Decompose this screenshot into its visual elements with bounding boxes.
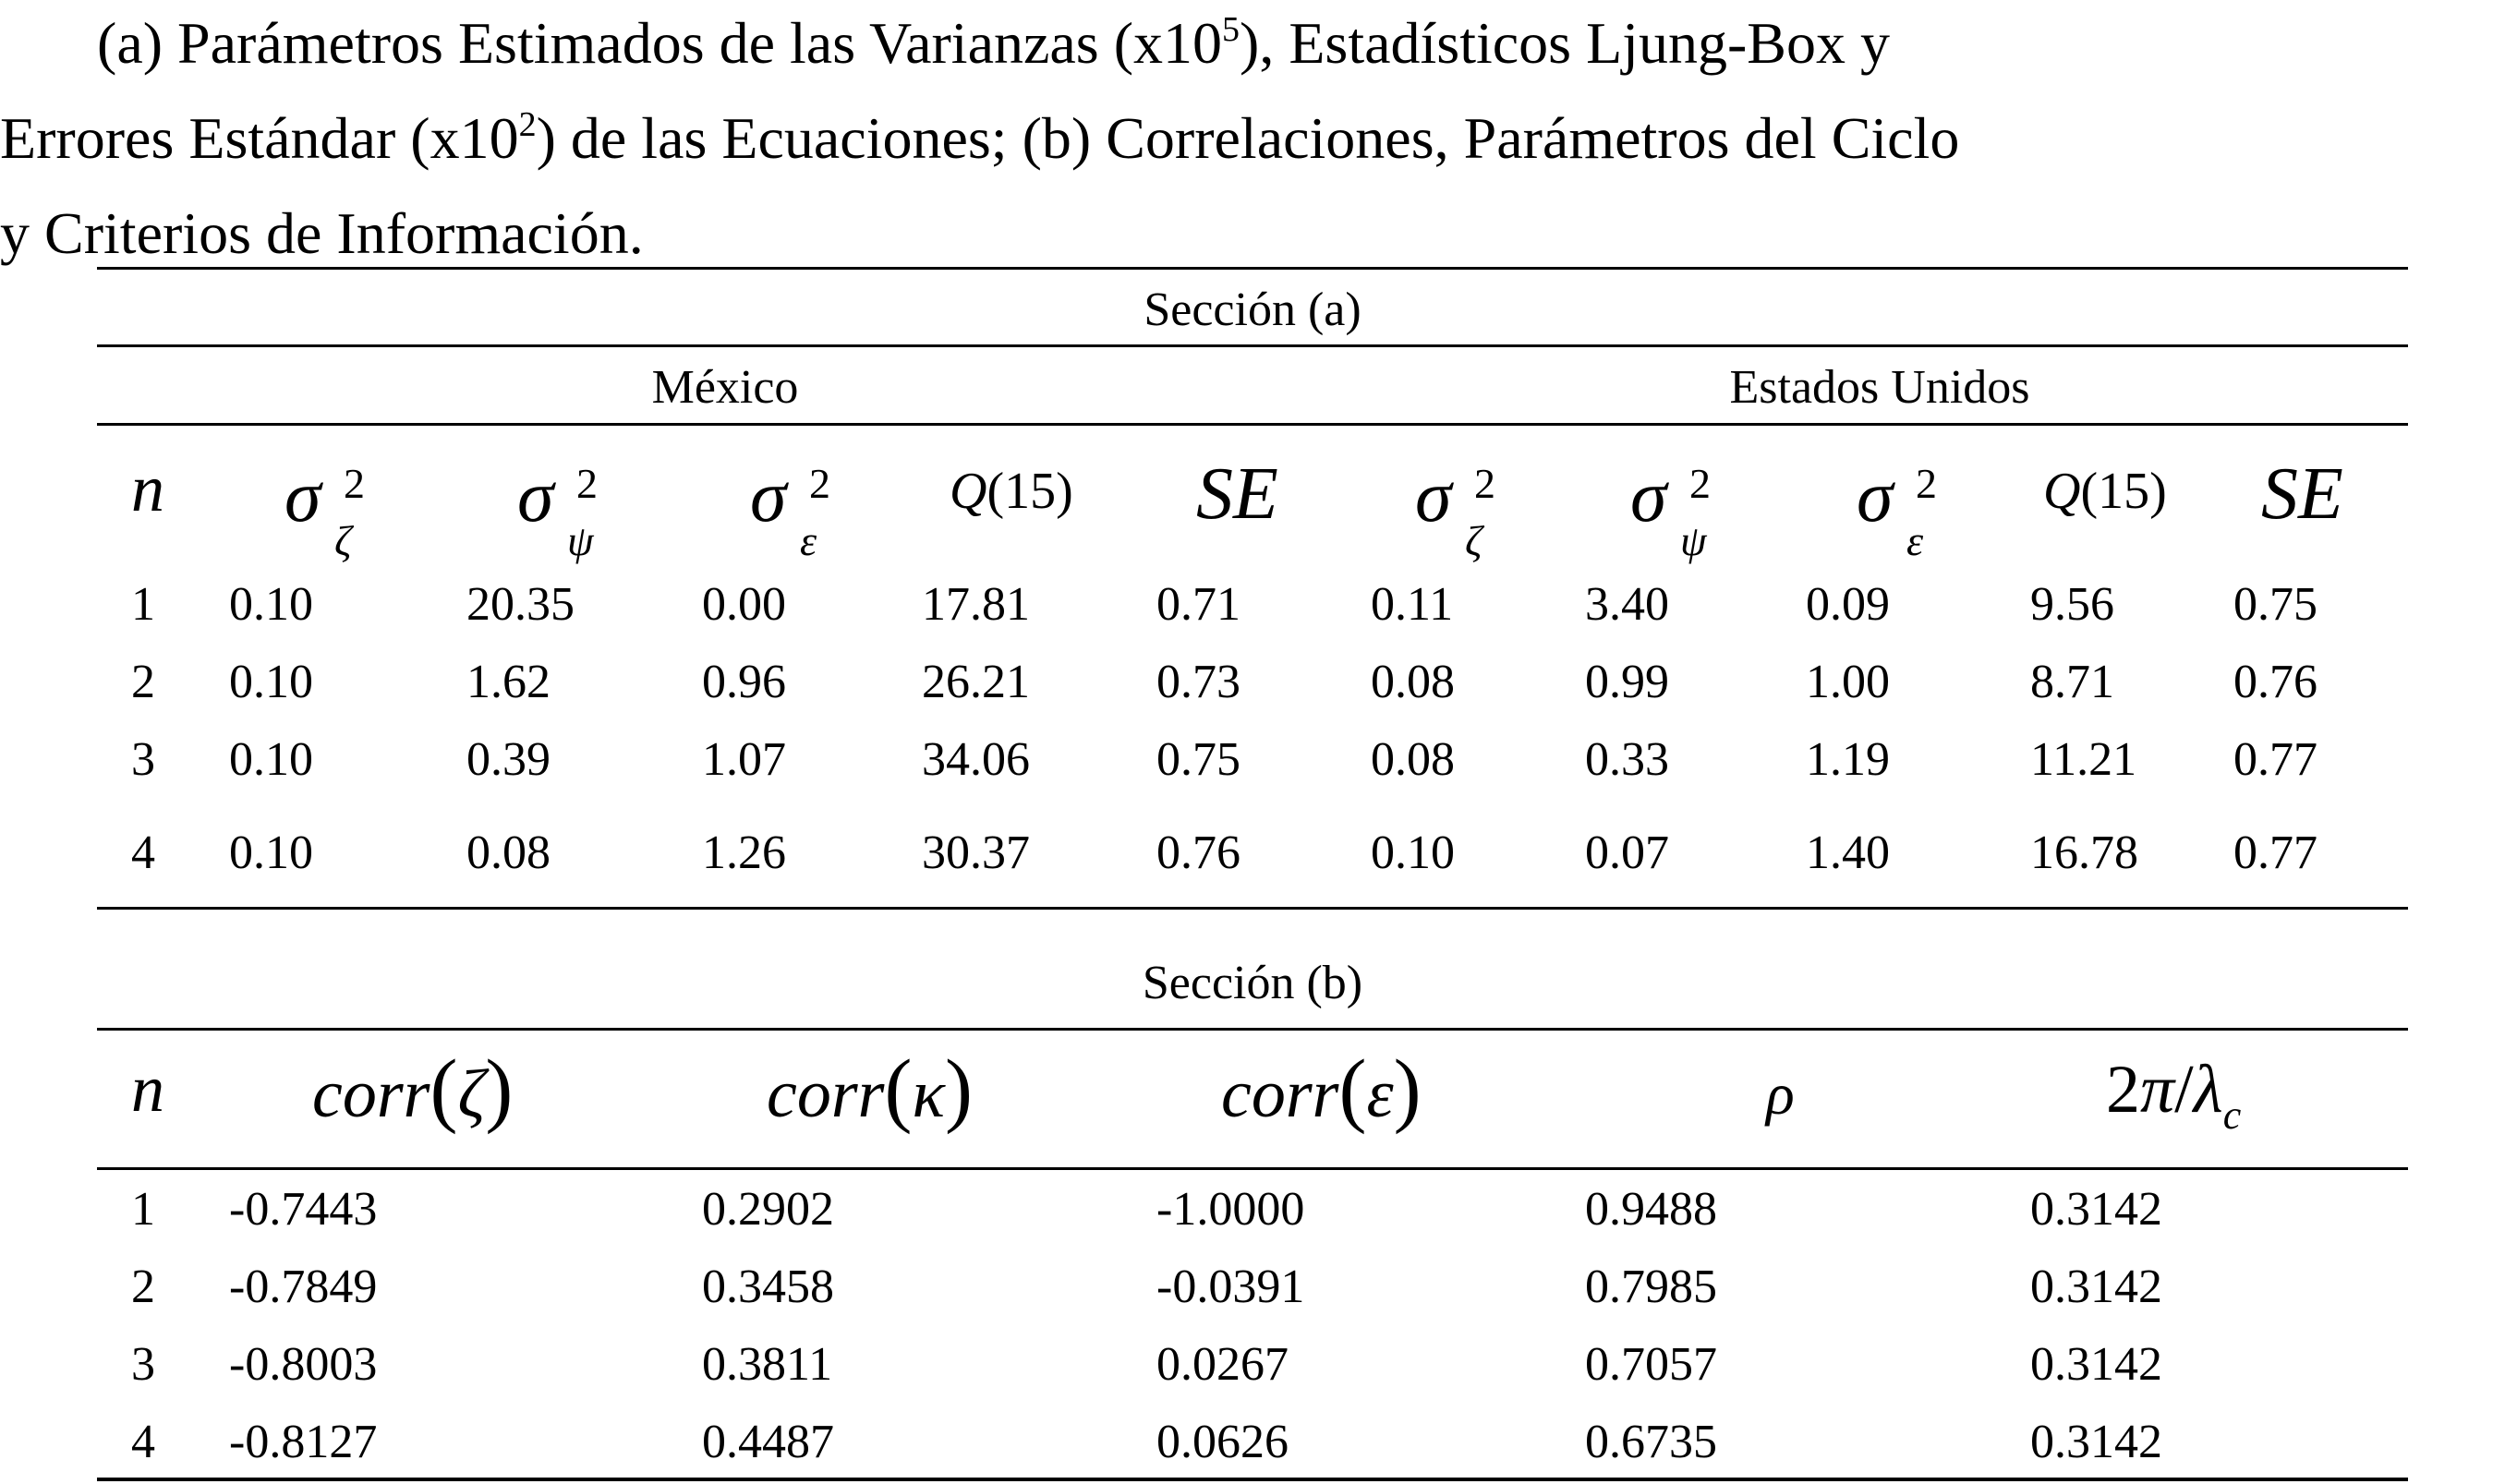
caption-line-3: y Criterios de Información. <box>0 200 644 266</box>
header-q15-us: Q(15) <box>2043 463 2167 520</box>
cell-a-sigma-eps-us: 1.00 <box>1806 656 1890 708</box>
header-sigma-zeta-us: σ 2 ζ <box>1415 456 1495 564</box>
cell-a-sigma-zeta-mx: 0.10 <box>229 656 313 708</box>
header-sigma-zeta-mx: σ 2 ζ <box>284 456 365 564</box>
cell-a-se-us: 0.75 <box>2233 578 2317 631</box>
cell-b-n: 1 <box>131 1183 155 1236</box>
cell-a-q15-us: 8.71 <box>2030 656 2114 708</box>
group-label-estados-unidos: Estados Unidos <box>1729 361 2030 414</box>
cell-a-sigma-psi-mx: 1.62 <box>466 656 551 708</box>
cell-a-sigma-psi-us: 3.40 <box>1585 578 1669 631</box>
cell-b-rho: 0.6735 <box>1585 1416 1717 1468</box>
table-caption <box>0 0 2505 276</box>
cell-b-n: 2 <box>131 1261 155 1313</box>
caption-line-2: Errores Estándar $(x10^2)$ de las Ecuaciones; (b) Correlaciones, Parámetros del Ciclo <box>0 105 1960 171</box>
section-a-title: Sección (a) <box>1144 284 1361 336</box>
cell-a-n: 4 <box>131 826 155 879</box>
rule-below-section-b-headers <box>97 1167 2408 1170</box>
cell-a-se-mx: 0.73 <box>1156 656 1240 708</box>
cell-a-sigma-zeta-mx: 0.10 <box>229 826 313 879</box>
cell-a-sigma-zeta-mx: 0.10 <box>229 578 313 631</box>
header-corr-kappa: corr(κ) <box>767 1044 973 1135</box>
cell-b-cycle-period: 0.3142 <box>2030 1261 2162 1313</box>
cell-a-sigma-zeta-us: 0.10 <box>1371 826 1455 879</box>
header-sigma-eps-us: σ 2 ε <box>1857 456 1937 564</box>
cell-a-n: 1 <box>131 578 155 631</box>
cell-b-cycle-period: 0.3142 <box>2030 1183 2162 1236</box>
cell-a-q15-us: 16.78 <box>2030 826 2138 879</box>
cell-a-se-mx: 0.75 <box>1156 733 1240 786</box>
cell-b-corr-zeta: -0.8003 <box>229 1338 378 1391</box>
cell-a-sigma-eps-mx: 0.96 <box>702 656 786 708</box>
cell-a-q15-us: 9.56 <box>2030 578 2114 631</box>
cell-a-se-mx: 0.76 <box>1156 826 1240 879</box>
rule-end-section-a <box>97 907 2408 910</box>
cell-b-corr-eps: 0.0626 <box>1156 1416 1289 1468</box>
header-rho: ρ <box>1766 1061 1795 1127</box>
cell-b-rho: 0.9488 <box>1585 1183 1717 1236</box>
cell-b-corr-kappa: 0.4487 <box>702 1416 834 1468</box>
cell-a-n: 2 <box>131 656 155 708</box>
cell-a-sigma-eps-us: 1.19 <box>1806 733 1890 786</box>
cell-a-se-us: 0.77 <box>2233 826 2317 879</box>
cell-a-q15-mx: 34.06 <box>922 733 1030 786</box>
cell-a-sigma-psi-mx: 0.08 <box>466 826 551 879</box>
cell-a-q15-mx: 26.21 <box>922 656 1030 708</box>
cell-b-n: 3 <box>131 1338 155 1391</box>
cell-b-corr-zeta: -0.7443 <box>229 1183 378 1236</box>
header-q15-mx: Q(15) <box>950 463 1073 520</box>
cell-b-cycle-period: 0.3142 <box>2030 1416 2162 1468</box>
header-se-mx: SE <box>1196 453 1278 535</box>
cell-b-corr-kappa: 0.2902 <box>702 1183 834 1236</box>
cell-a-q15-mx: 17.81 <box>922 578 1030 631</box>
cell-b-corr-zeta: -0.8127 <box>229 1416 378 1468</box>
cell-a-sigma-eps-us: 1.40 <box>1806 826 1890 879</box>
rule-below-section-b-title <box>97 1028 2408 1031</box>
header-sigma-psi-us: σ 2 ψ <box>1630 456 1711 564</box>
rule-top <box>97 267 2408 270</box>
header-sigma-psi-mx: σ 2 ψ <box>517 456 598 564</box>
cell-b-corr-kappa: 0.3458 <box>702 1261 834 1313</box>
rule-bottom <box>97 1478 2408 1481</box>
cell-a-q15-mx: 30.37 <box>922 826 1030 879</box>
cell-a-sigma-zeta-mx: 0.10 <box>229 733 313 786</box>
group-label-mexico: México <box>651 361 799 414</box>
cell-b-corr-zeta: -0.7849 <box>229 1261 378 1313</box>
header-cycle-period: $2\pi/\lambda_c$ <box>2106 1052 2242 1138</box>
cell-a-sigma-psi-mx: 0.39 <box>466 733 551 786</box>
cell-b-corr-eps: -0.0391 <box>1156 1261 1305 1313</box>
cell-b-cycle-period: 0.3142 <box>2030 1338 2162 1391</box>
cell-a-sigma-psi-us: 0.07 <box>1585 826 1669 879</box>
cell-a-se-us: 0.77 <box>2233 733 2317 786</box>
header-sigma-eps-mx: σ 2 ε <box>750 456 830 564</box>
cell-a-q15-us: 11.21 <box>2030 733 2137 786</box>
cell-a-sigma-eps-mx: 1.26 <box>702 826 786 879</box>
cell-a-n: 3 <box>131 733 155 786</box>
rule-below-section-a-title <box>97 344 2408 347</box>
cell-a-sigma-zeta-us: 0.11 <box>1371 578 1454 631</box>
caption-line-1: (a) Parámetros Estimados de las Varianzas $(x10^5)$, Estadísticos Ljung-Box y <box>97 10 1890 76</box>
header-se-us: SE <box>2261 453 2343 535</box>
cell-b-corr-eps: -1.0000 <box>1156 1183 1305 1236</box>
cell-a-sigma-psi-mx: 20.35 <box>466 578 575 631</box>
cell-a-sigma-eps-mx: 1.07 <box>702 733 786 786</box>
cell-a-sigma-psi-us: 0.33 <box>1585 733 1669 786</box>
header-n-b: n <box>131 1052 164 1126</box>
cell-b-n: 4 <box>131 1416 155 1468</box>
section-b-title: Sección (b) <box>1142 957 1363 1009</box>
header-corr-eps: corr(ε) <box>1221 1044 1422 1135</box>
cell-a-sigma-zeta-us: 0.08 <box>1371 733 1455 786</box>
cell-b-rho: 0.7985 <box>1585 1261 1717 1313</box>
header-corr-zeta: corr(ζ) <box>312 1044 514 1135</box>
cell-a-sigma-eps-mx: 0.00 <box>702 578 786 631</box>
header-n: n <box>131 452 164 525</box>
cell-a-sigma-psi-us: 0.99 <box>1585 656 1669 708</box>
cell-b-corr-eps: 0.0267 <box>1156 1338 1289 1391</box>
cell-b-corr-kappa: 0.3811 <box>702 1338 833 1391</box>
cell-a-se-mx: 0.71 <box>1156 578 1240 631</box>
cell-a-sigma-eps-us: 0.09 <box>1806 578 1890 631</box>
cell-b-rho: 0.7057 <box>1585 1338 1717 1391</box>
rule-below-groups <box>97 423 2408 426</box>
cell-a-sigma-zeta-us: 0.08 <box>1371 656 1455 708</box>
cell-a-se-us: 0.76 <box>2233 656 2317 708</box>
